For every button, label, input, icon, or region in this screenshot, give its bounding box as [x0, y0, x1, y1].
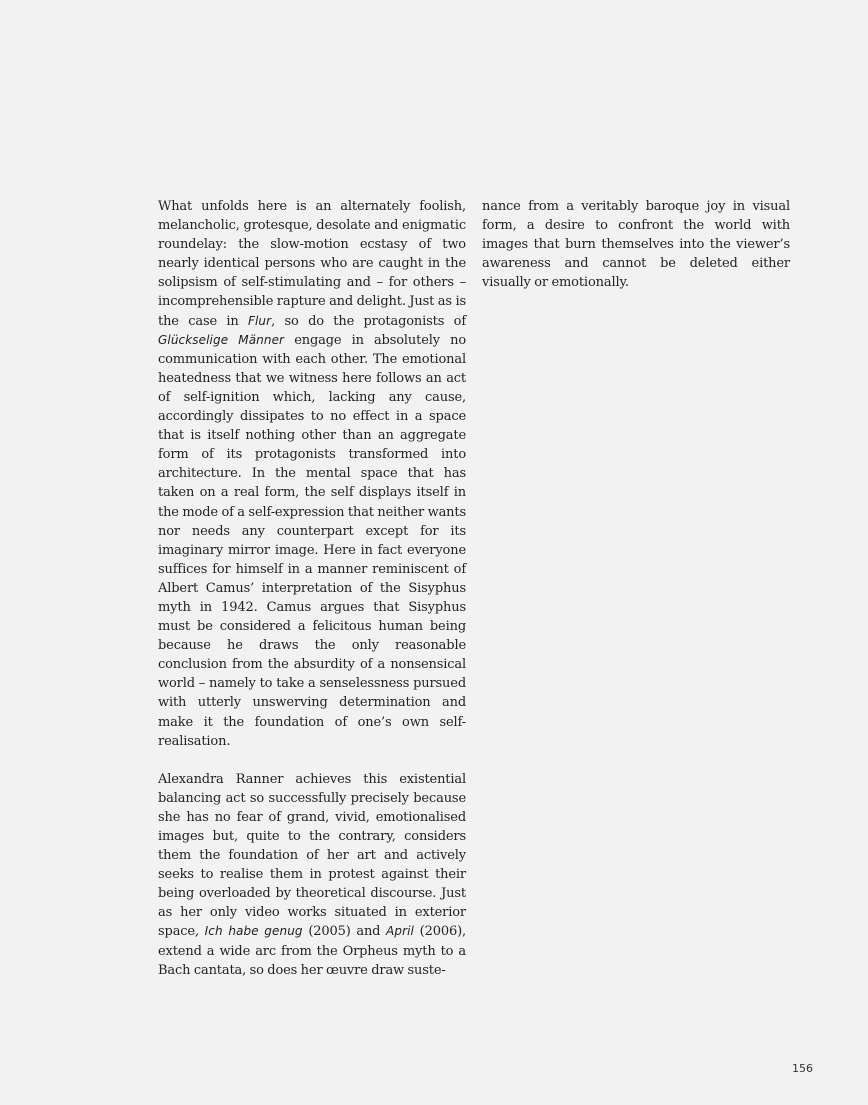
- paragraph-2-text-1: Alexandra Ranner achieves this existential balancing act so successfully precisely because she has no fear of grand, vivid, emotionalised images but, quite to the contrary, considers them the foundation of her art and actively seeks to realise them in protest against their being overloaded by theoretical discourse. Just as her only video works situated in exterior space,: [158, 771, 466, 940]
- paragraph-1-text-1: What unfolds here is an alternately foolish, melancholic, grotesque, desolate and enigmatic roundelay: the slow-motion ecstasy of two nearly identical persons who are caught in the solipsism of self-stimulating and – for others – incomprehensible rapture and delight. Just as is the case in: [158, 199, 466, 329]
- left-text-column: [158, 197, 466, 999]
- body-paragraph-2: [158, 770, 466, 980]
- work-title-ich-habe-genug: Ich habe genug: [204, 924, 303, 939]
- paragraph-1-text-2: , so do the protagonists of: [271, 313, 466, 329]
- paragraph-3-text-1: nance from a veritably baroque joy in visual form, a desire to confront the world with images that burn themselves into the viewer’s awareness and cannot be deleted either visually or emotionally.: [482, 199, 790, 291]
- paragraph-2-text-3: (2006), extend a wide arc from the Orpheus myth to a Bach cantata, so does her œuvre draw suste-: [158, 924, 466, 978]
- paragraph-2-text-2: (2005) and: [302, 924, 387, 940]
- paragraph-1-text-3: engage in absolutely no communication with each other. The emotional heatedness that we witness here follows an act of self-ignition which, lacking any cause, accordingly dissipates to no effect in a space that is itself nothing other than an aggregate form of its protagonists transformed into architecture. In the mental space that has taken on a real form, the self displays itself in the mode of a self-expression that neither wants nor needs any counterpart except for its imaginary mirror image. Here in fact everyone suffices for himself in a manner reminiscent of Albert Camus’ interpretation of the Sisyphus myth in 1942. Camus argues that Sisyphus must be considered a felicitous human being because he draws the only reasonable conclusion from the absurdity of a nonsensical world – namely to take a senselessness pursued with utterly unswerving determination and make it the foundation of one’s own self-realisation.: [158, 332, 467, 749]
- page-number: 156: [792, 1062, 813, 1075]
- work-title-flur: Flur: [247, 313, 272, 328]
- right-text-column: [482, 197, 790, 311]
- body-paragraph-1: [158, 197, 466, 751]
- work-title-april: April: [386, 924, 414, 939]
- body-paragraph-3: [482, 197, 790, 292]
- work-title-glueckselige-maenner: Glückselige Männer: [158, 332, 285, 347]
